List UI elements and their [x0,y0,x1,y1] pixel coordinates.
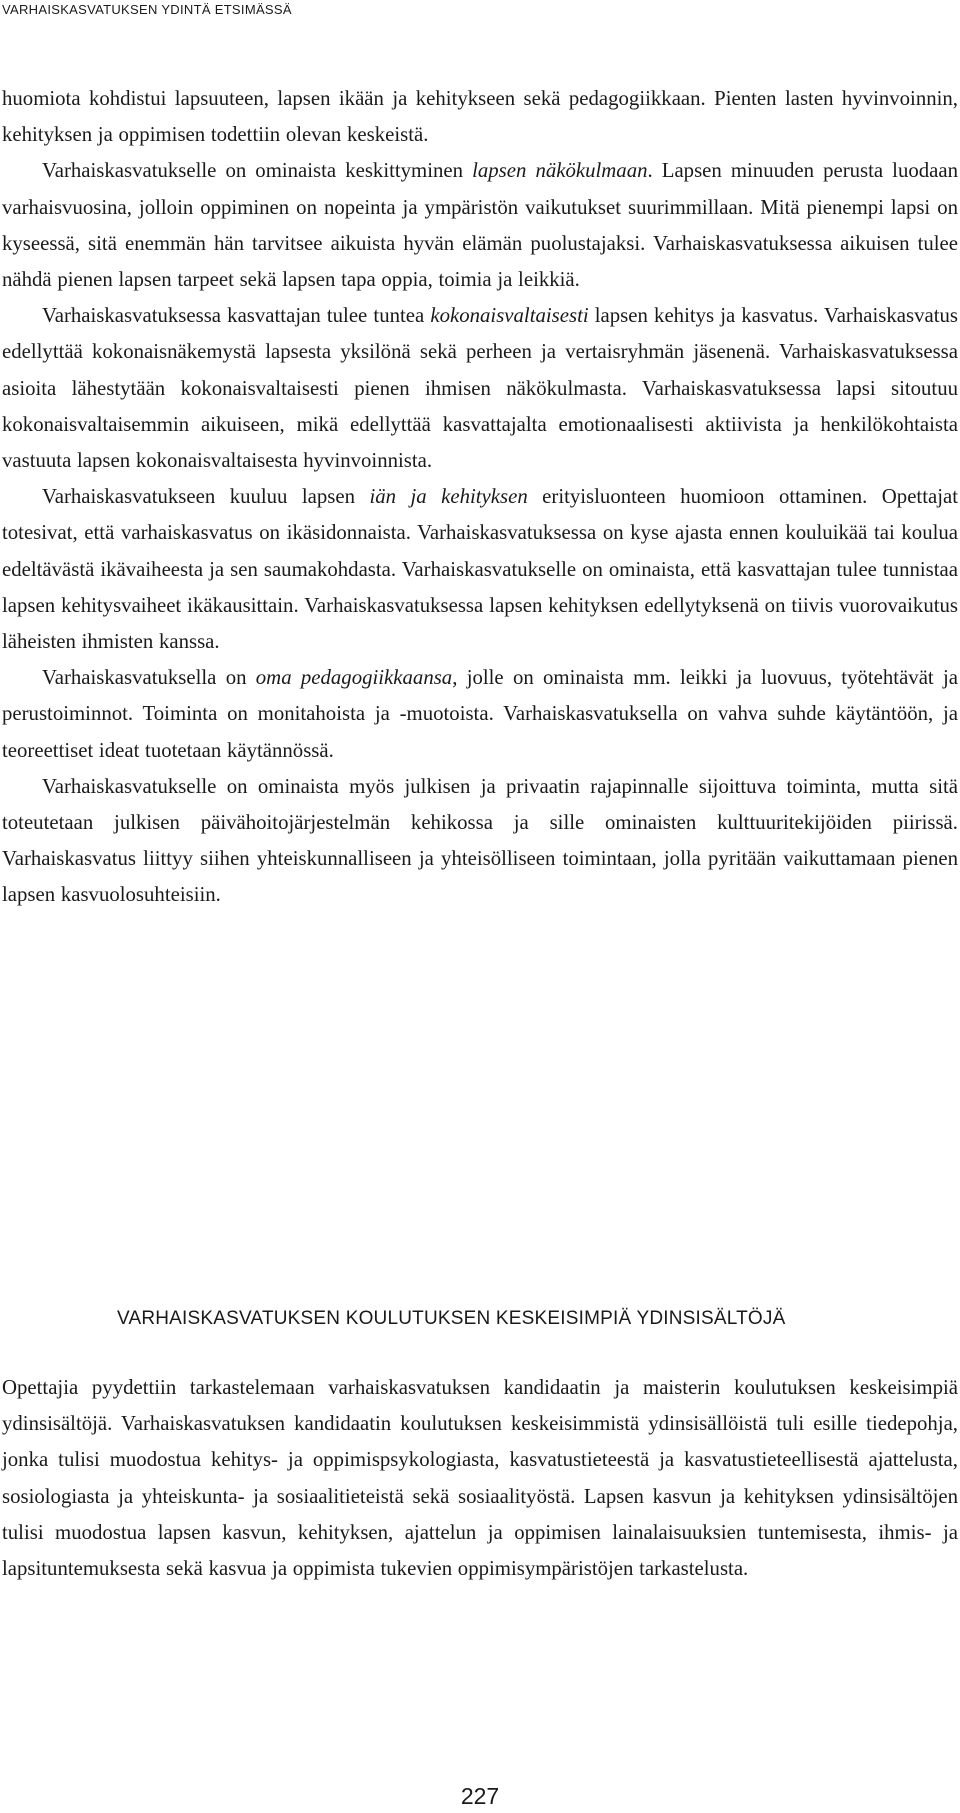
paragraph-3: Varhaiskasvatuksessa kasvattajan tulee tuntea kokonaisvaltaisesti lapsen kehitys ja kasvatus. Varhaiskasvatus edellyttää kokonaisnäkemystä lapsesta yksilönä sekä perheen ja vertaisryhmän jäsenenä. Varhaiskasvatuksessa asioita lähestytään kokonaisvaltaisesti pienen ihmisen näkökulmasta. Varhaiskasvatuksessa lapsi sitoutuu kokonaisvaltaisemmin aikuiseen, mikä edellyttää kasvattajalta emotionaalisesti aktiivista ja henkilökohtaista vastuuta lapsen kokonaisvaltaisesta hyvinvoinnista. [2,304,958,473]
paragraph-1: huomiota kohdistui lapsuuteen, lapsen ikään ja kehitykseen sekä pedagogiikkaan. Pienten lasten hyvinvoinnin, kehityksen ja oppimisen todettiin olevan keskeistä. [2,87,958,147]
paragraph-7: Opettajia pyydettiin tarkastelemaan varhaiskasvatuksen kandidaatin ja maisterin koulutuksen keskeisimpiä ydinsisältöjä. Varhaiskasvatuksen kandidaatin koulutuksen keskeisimmistä ydinsisällöistä tuli esille tiedepohja, jonka tulisi muodostua kehitys- ja oppimispsykologiasta, kasvatustieteestä ja kasvatustieteellisestä ajattelusta, sosiologiasta ja yhteiskunta- ja sosiaalitieteistä sekä sosiaalityöstä. Lapsen kasvun ja kehityksen ydinsisältöjen tulisi muodostua lapsen kasvun, kehityksen, ajattelun ja oppimisen lainalaisuuksien tuntemisesta, ihmis- ja lapsituntemuksesta sekä kasvua ja oppimista tukevien oppimisympäristöjen tarkastelusta. [2,1376,958,1581]
paragraph-5: Varhaiskasvatuksella on oma pedagogiikkaansa, jolle on ominaista mm. leikki ja luovuus, työtehtävät ja perustoiminnot. Toiminta on monitahoista ja -muotoista. Varhaiskasvatuksella on vahva suhde käytäntöön, ja teoreettiset ideat tuotetaan käytännössä. [2,666,958,762]
paragraph-4: Varhaiskasvatukseen kuuluu lapsen iän ja kehityksen erityisluonteen huomioon ottaminen. Opettajat totesivat, että varhaiskasvatus on ikäsidonnaista. Varhaiskasvatuksessa on kyse ajasta ennen kouluikää tai koulua edeltävästä ikävaiheesta ja sen saumakohdasta. Varhaiskasvatukselle on ominaista, että kasvattajan tulee tunnistaa lapsen kehitysvaiheet ikäkausittain. Varhaiskasvatuksessa lapsen kehityksen edellytyksenä on tiivis vuorovaikutus läheisten ihmisten kanssa. [2,485,959,654]
body-text-section-1 [2,81,958,914]
emphasis-ian-ja-kehityksen: iän ja kehityksen [369,485,528,509]
running-head: VARHAISKASVATUKSEN YDINTÄ ETSIMÄSSÄ [2,2,292,17]
section-heading: VARHAISKASVATUKSEN KOULUTUKSEN KESKEISIMPIÄ YDINSISÄLTÖJÄ [117,1308,786,1329]
paragraph-2: Varhaiskasvatukselle on ominaista keskittyminen lapsen näkökulmaan. Lapsen minuuden perusta luodaan varhaisvuosina, jolloin oppiminen on nopeinta ja ympäristön vaikutukset suurimmillaan. Mitä pienempi lapsi on kyseessä, sitä enemmän hän tarvitsee aikuista hyvän elämän puolustajaksi. Varhaiskasvatuksessa aikuisen tulee nähdä pienen lapsen tarpeet sekä lapsen tapa oppia, toimia ja leikkiä. [2,159,959,292]
page-number: 227 [460,1783,500,1809]
emphasis-kokonaisvaltaisesti: kokonaisvaltaisesti [430,304,589,328]
body-text-section-2 [2,1370,958,1587]
paragraph-6: Varhaiskasvatukselle on ominaista myös julkisen ja privaatin rajapinnalle sijoittuva toiminta, mutta sitä toteutetaan julkisen päivähoitojärjestelmän kehikossa ja sille ominaisten kulttuuritekijöiden piirissä. Varhaiskasvatus liittyy siihen yhteiskunnalliseen ja yhteisölliseen toimintaan, jolla pyritään vaikuttamaan pienen lapsen kasvuolosuhteisiin. [2,774,958,907]
emphasis-oma-pedagogiikkaansa: oma pedagogiikkaansa [255,666,453,690]
emphasis-lapsen-nakokulmaan: lapsen näkökulmaan [472,159,648,183]
